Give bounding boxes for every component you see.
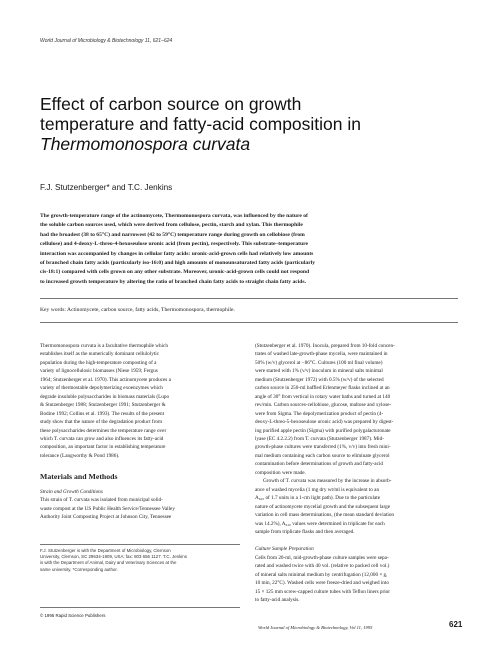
body-line: degrade insoluble polysaccharides in biomass materials (Lupo [40, 393, 170, 400]
body-line: which T. curvata can grow and also influences its fatty-acid [40, 435, 164, 442]
right-column [255, 342, 460, 605]
body-line: 15 × 125 mm screw-capped culture tubes with Teflon liners prior [255, 588, 391, 595]
authors: F.J. Stutzenberger* and T.C. Jenkins [40, 183, 173, 192]
body-line: to fatty-acid analysis. [255, 597, 300, 604]
copyright-divider [40, 607, 240, 608]
abstract [40, 212, 458, 287]
body-line: population during the high-temperature composting of a [40, 359, 157, 366]
body-line: ance of washed mycelia (1 mg dry wt/ml is equivalent to an [255, 486, 380, 493]
left-column [40, 342, 240, 522]
body-line: study show that the nature of the degradation product from [40, 419, 163, 426]
body-line: Growth of T. curvata was measured by the increase in absorb- [263, 478, 392, 485]
body-line: Thermomonospora curvata is a facultative thermophile which [40, 343, 168, 349]
body-line: tolerance (Langworthy & Pond 1986). [40, 452, 120, 459]
footnote-line: University, Clemson, SC 29634-1909, USA; fax: 803 656 1127. T.C. Jenkins [40, 554, 187, 560]
body-line: This strain of T. curvata was isolated from municipal solid- [40, 497, 163, 504]
body-line: & Stutzenberger 1988; Stutzenberger 1991; Stutzenberger & [40, 402, 166, 409]
abstract-line: of branched chain fatty acids (particularly iso-16:0) and high amounts of monounsaturated fatty acids (particularly [40, 260, 316, 267]
abstract-line: had the broadest (38 to 65°C) and narrowest (42 to 59°C) temperature range during growth on cellobiose (from [40, 231, 305, 238]
body-line: medium (Stutzenberger 1972) with 0.5% (w/v) of the selected [255, 376, 384, 383]
body-line: carbon source in 250-ml baffled Erlenmeyer flasks inclined at an [255, 385, 390, 392]
abstract-line: interaction was accompanied by changes in cellular fatty acids: uronic-acid-grown cells had relatively low amounts [40, 250, 314, 257]
body-line: was 14.2%), A₆₂₀ values were determined in triplicate for each [255, 520, 385, 527]
body-line: nature of actinomycete mycelial growth and the subsequent large [255, 503, 391, 510]
title-line: Effect of carbon source on growth [40, 94, 302, 114]
keywords: Key words: Actinomycete, carbon source, fatty acids, Thermomonospora, thermophile. [40, 307, 235, 313]
body-line: were started with 1% (v/v) inoculum in mineral salts minimal [255, 368, 383, 375]
journal-header: World Journal of Microbiology & Biotechnology 11, 621–624 [40, 38, 173, 44]
body-line: composition were made. [255, 469, 306, 476]
author-footnote [40, 548, 240, 573]
body-line: growth-phase cultures were transferred (1%, v/v) into fresh mini- [255, 444, 391, 451]
body-line: were from Sigma. The depolymerization product of pectin (4- [255, 410, 384, 417]
body-line: 10 min, 22°C). Washed cells were freeze-dried and weighed into [255, 580, 389, 587]
abstract-divider [40, 298, 458, 299]
subsection-heading: Culture Sample Preparation [255, 546, 314, 553]
body-line: variation in cell mass determinations, (the mean standard deviation [255, 512, 395, 519]
body-line: rated and washed twice with 40 vol. (relative to packed cell vol.) [255, 563, 390, 570]
subsection-heading: Strain and Growth Conditions [40, 488, 103, 495]
body-line: A₆₂₀ of 1.7 units in a 1-cm light path). Due to the particulate [255, 495, 380, 502]
abstract-line: The growth-temperature range of the actinomycete, Thermomonospora curvata, was influenced by the nature of [40, 213, 308, 219]
footnote-divider [40, 544, 240, 545]
article-title [40, 94, 470, 154]
footnote-line: same university. *Corresponding author. [40, 566, 118, 572]
section-heading: Materials and Methods [40, 472, 118, 482]
body-line: lyase (EC 4.2.2.2) from T. curvata (Stutzenberger 1987). Mid- [255, 435, 384, 442]
body-line: Cells from 20-ml, mid-growth-phase culture samples were sepa- [255, 554, 389, 561]
title-line: Thermomonospora curvata [40, 134, 251, 154]
footer-journal: World Journal of Microbiology & Biotechnology, Vol 11, 1995 [258, 625, 373, 630]
page-number: 621 [449, 620, 463, 629]
body-line: trates of washed late-growth-phase mycelia, were maintained in [255, 351, 388, 358]
footnote-line: F.J. Stutzenberger is with the Department of Microbiology, Clemson [40, 548, 171, 553]
abstract-line: the soluble carbon sources used, which were derived from cellulose, pectin, starch and xylan. This thermophile [40, 222, 303, 229]
body-line: angle of 30° from vertical in rotary water baths and turned at 140 [255, 393, 391, 400]
body-line: deoxy-L-threo-5-hexoseulose uronic acid) was prepared by digest- [255, 419, 394, 426]
abstract-line: to increased growth temperature by altering the ratio of branched chain fatty acids to straight chain fatty acids. [40, 278, 306, 285]
body-line: (Stutzenberger et al. 1970). Inocula, prepared from 10-fold concen- [255, 343, 395, 349]
body-line: Bodine 1992; Collins et al. 1993). The results of the present [40, 410, 165, 417]
body-line: establishes itself as the numerically dominant cellulolytic [40, 351, 159, 358]
body-line: 1964; Stutzenberger et al. 1970). This actinomycete produces a [40, 376, 171, 383]
title-line: temperature and fatty-acid composition in [40, 114, 361, 134]
body-line: composition, an important factor in establishing temperature [40, 444, 166, 451]
body-line: rev/min. Carbon sources-cellobiose, glucose, maltose and xylose- [255, 402, 392, 409]
body-line: of mineral salts minimal medium by centrifugation (12,000 × g, [255, 571, 388, 578]
keywords-divider [40, 322, 458, 323]
body-line: Authority Joint Composting Project at Johnson City, Tennessee [40, 514, 172, 521]
body-line: ing purified apple pectin (Sigma) with purified polygalacturonate [255, 427, 391, 434]
body-line: 50% (w/v) glycerol at −86°C. Cultures (100 ml final volume) [255, 359, 383, 366]
body-line: contamination before determinations of growth and fatty-acid [255, 461, 383, 468]
body-line: variety of lignocellulosic biomasses (Niese 1959; Fergus [40, 368, 158, 375]
copyright: © 1995 Rapid Science Publishers [40, 613, 106, 618]
abstract-line: cis-18:1) compared with cells grown on any other substrate. Moreover, uronic-acid-grown cells could not respond [40, 269, 310, 276]
body-line: these polysaccharides determines the temperature range over [40, 427, 167, 434]
body-line: mal medium containing each carbon source to eliminate glycerol [255, 452, 390, 459]
footnote-line: is with the Department of Animal, Dairy and Veterinary Sciences at the [40, 560, 177, 566]
body-line: waste compost at the US Public Health Service/Tennessee Valley [40, 505, 175, 512]
body-line: sample from triplicate flasks and then averaged. [255, 528, 355, 535]
body-line: variety of thermostable depolymerizing exoenzymes which [40, 385, 163, 392]
abstract-line: cellulose) and 4-deoxy-L-threo-4-hexoseulose uronic acid (from pectin), respectively. This substrate–temperature [40, 241, 309, 248]
